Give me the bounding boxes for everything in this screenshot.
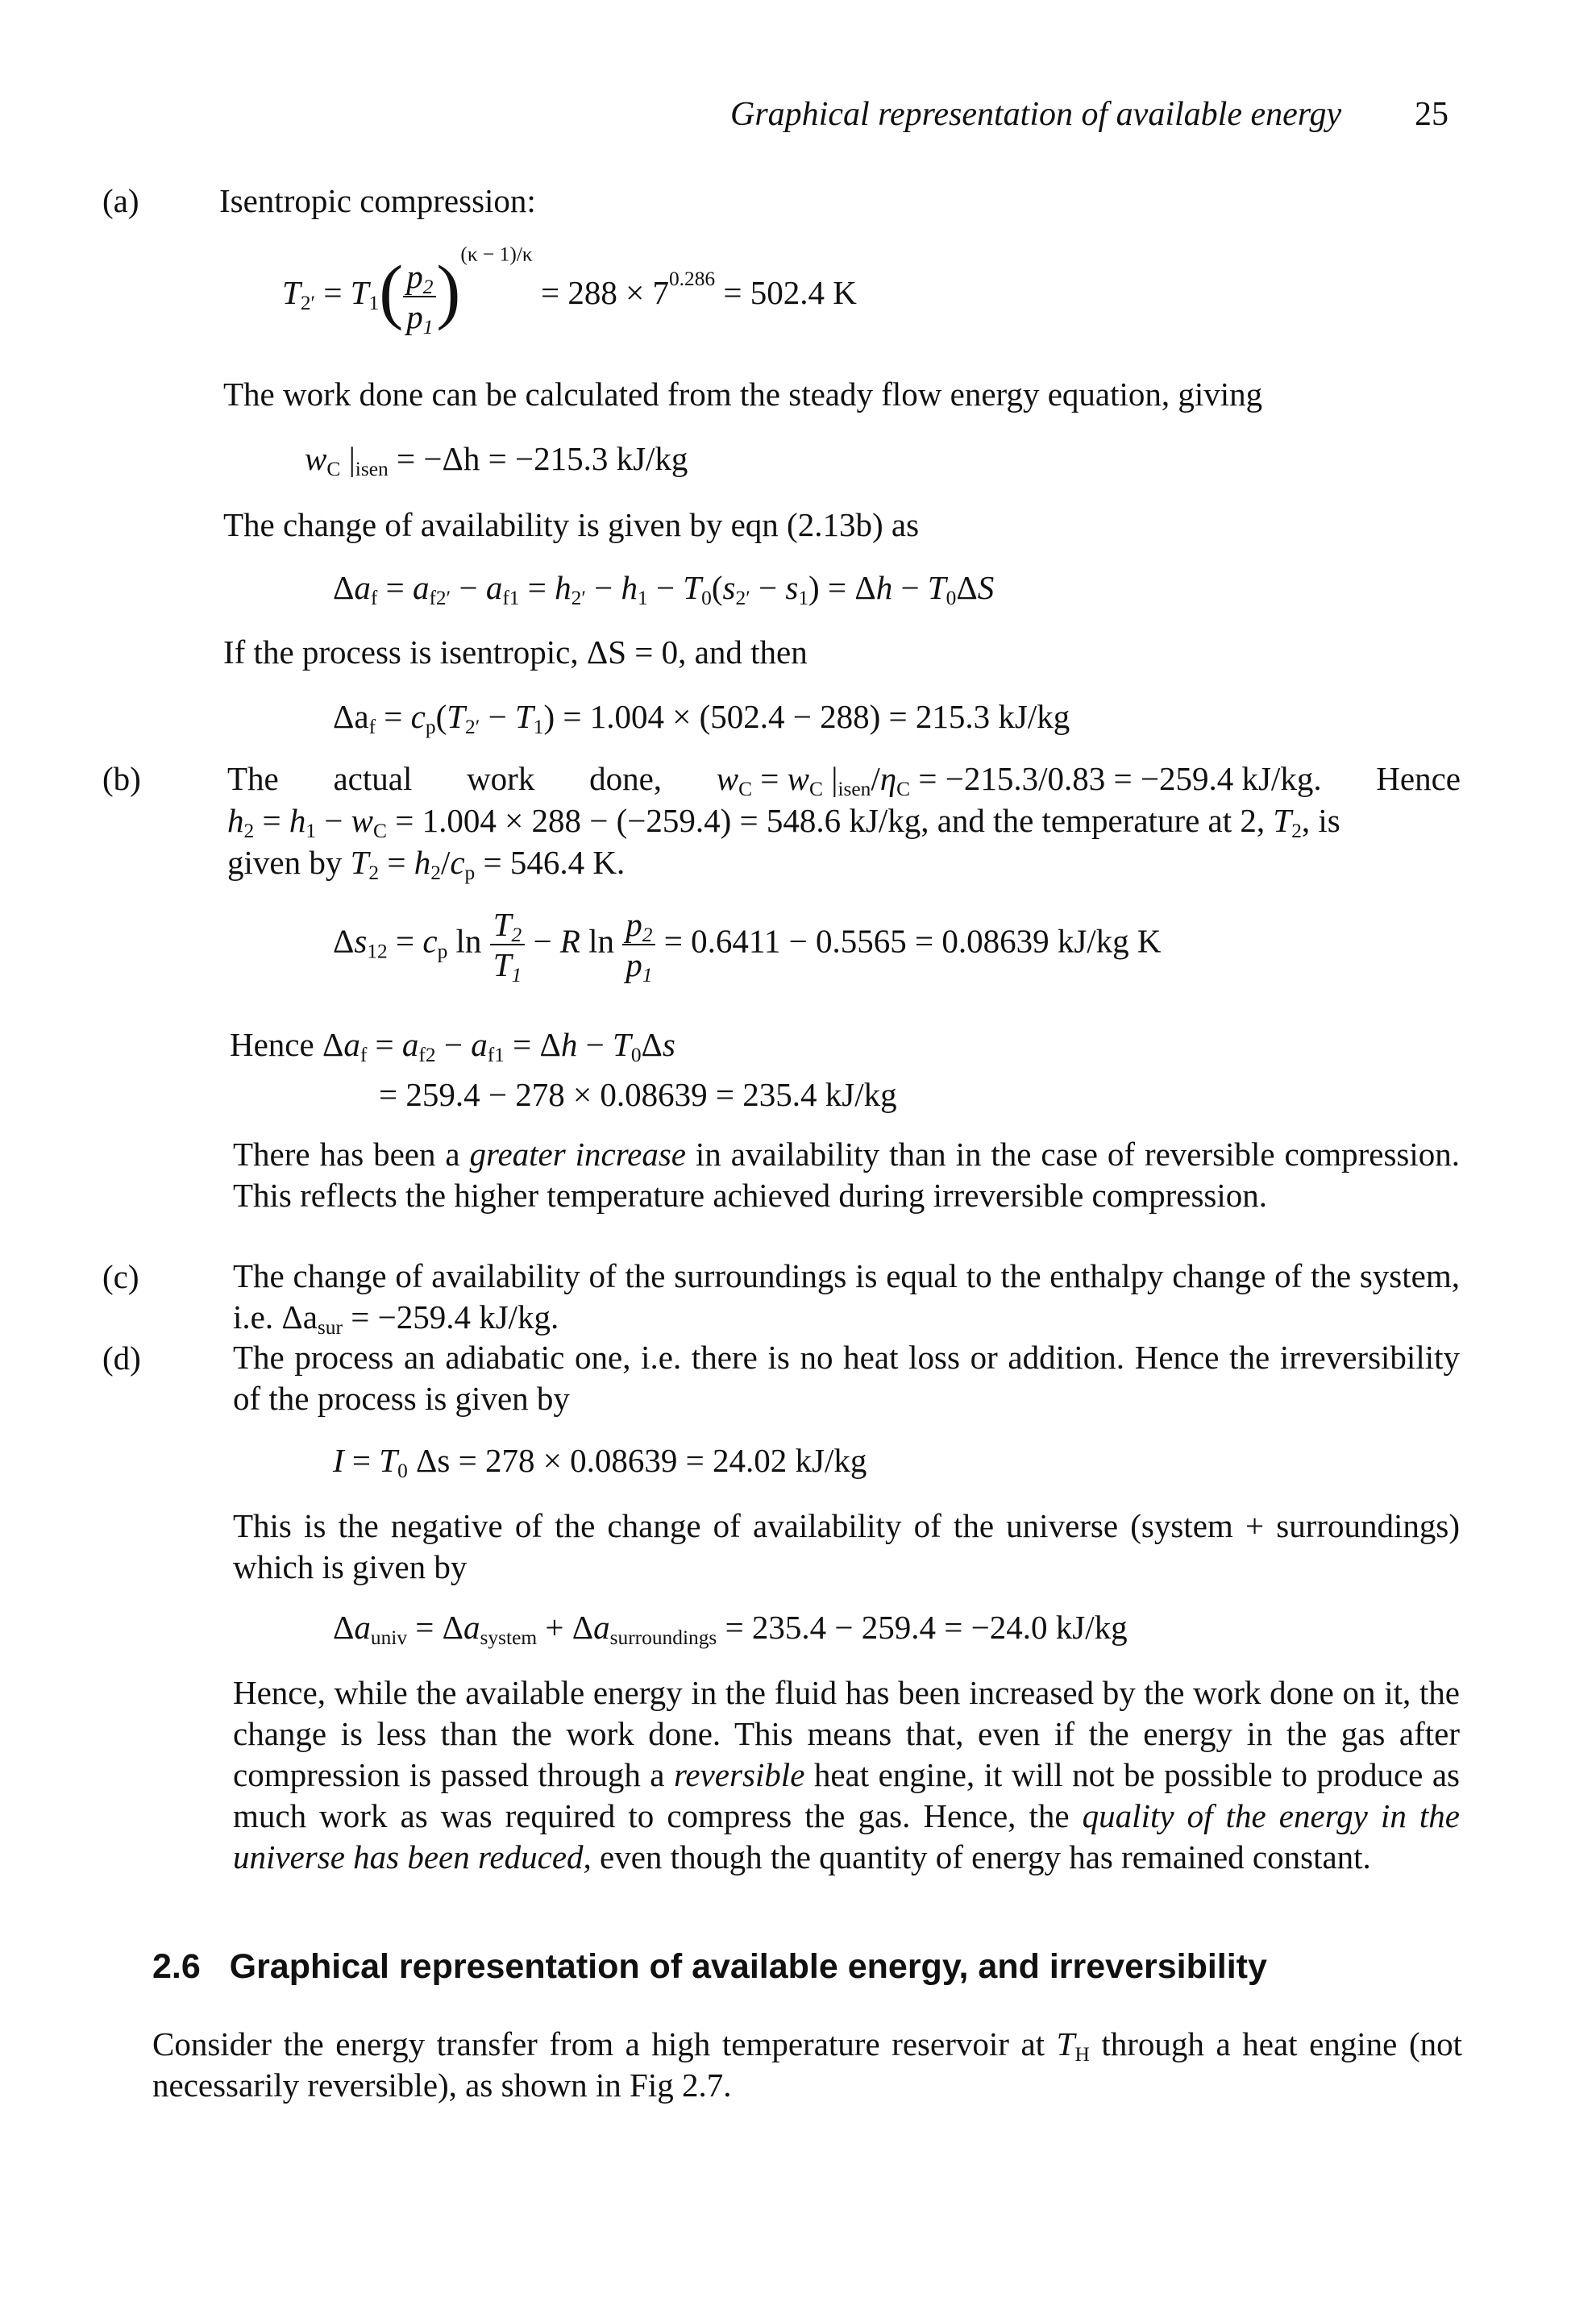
item-a-title: Isentropic compression: [219, 182, 536, 219]
equation-d1: $I = T_0$ Δs = 278 × 0.08639 = 24.02 kJ/kg [333, 1442, 867, 1483]
item-d-text: The process an adiabatic one, i.e. there is no heat loss or addition. Hence the irreversibility of the process is given by [233, 1339, 1460, 1417]
running-header: Graphical representation of available energy [730, 96, 1342, 133]
item-c-text: The change of availability of the surroundings is equal to the enthalpy change of the system, i.e. $\Delta a_{sur} = -259.4$ kJ/kg. [233, 1257, 1460, 1340]
item-a-text1: The work done can be calculated from the steady flow energy equation, giving [223, 376, 1263, 413]
equation-a2: $w_C$ $|_{isen} = -\Delta h = -215.3$ kJ/kg [305, 440, 688, 481]
item-b-line3: given by $T_2 = h_2/c_p = 546.4$ K. [227, 844, 626, 885]
item-a-text2: The change of availability is given by eqn (2.13b) as [223, 506, 920, 543]
item-b-marker: (b) [102, 760, 141, 797]
section-number: 2.6 [152, 1947, 201, 1986]
item-d-marker: (d) [102, 1340, 141, 1377]
item-b-paragraph: There has been a greater increase in availability than in the case of reversible compression. This reflects the higher temperature achieved during irreversible compression. [233, 1136, 1460, 1214]
item-b-line2: $h_2 = h_1 - w_C = 1.004 \times 288 - (-259.4) = 548.6$ kJ/kg, and the temperature at 2, $T_2$, is [227, 802, 1340, 843]
section-heading [152, 1947, 1267, 1987]
item-a-text3: If the process is isentropic, ΔS = 0, and then [223, 633, 808, 671]
section-body: Consider the energy transfer from a high temperature reservoir at $T_H$ through a heat engine (not necessarily reversible), as shown in Fig 2.7. [152, 2025, 1462, 2104]
item-d-text2: This is the negative of the change of availability of the universe (system + surroundings) which is given by [233, 1507, 1460, 1585]
equation-a1: $T_{2'} = T_1$( $\frac{p_2}{p_1}$ )$^{(\kappa - 1)/\kappa} = 288 \times 7^{0.286} = 502.4$ K [282, 243, 857, 339]
equation-b1: $\Delta s_{12} = c_p$ ln $\frac{T_2}{T_1}$ − R ln $\frac{p_2}{p_1}$ = 0.6411 − 0.5565 = 0.08639 kJ/kg K [333, 906, 1162, 987]
item-c-marker: (c) [102, 1258, 139, 1295]
page-number: 25 [1415, 96, 1448, 133]
equation-a4: $\Delta a_f = c_p(T_{2'} - T_1) = 1.004 \times (502.4 - 288) = 215.3$ kJ/kg [333, 698, 1070, 739]
equation-a3: $\Delta a_f = a_{f2'} - a_{f1} = h_{2'} - h_1 - T_0(s_{2'} - s_1) = \Delta h - T_0\Delta S$ [333, 569, 995, 610]
item-b-line1: The actual work done, $w_C = w_C$ $|_{isen}/\eta_C = -215.3/0.83 = -259.4$ kJ/kg. Hence [227, 760, 1461, 801]
item-a-marker: (a) [102, 182, 139, 219]
item-d-paragraph: Hence, while the available energy in the fluid has been increased by the work done on it, the change is less than the work done. This means that, even if the energy in the gas after compression is passed through a reversible heat engine, it will not be possible to produce as much work as was required to compress the gas. Hence, the quality of the energy in the universe has been reduced, even though the quantity of energy has remained constant. [233, 1674, 1460, 1875]
equation-b2: Hence $\Delta a_f = a_{f2} - a_{f1} = \Delta h - T_0\Delta s$ [230, 1026, 675, 1067]
equation-b3: = 259.4 − 278 × 0.08639 = 235.4 kJ/kg [379, 1076, 897, 1113]
section-title: Graphical representation of available energy, and irreversibility [229, 1947, 1267, 1986]
equation-d2: $\Delta a_{univ} = \Delta a_{system} + \Delta a_{surroundings} = 235.4 - 259.4 = -24.0$ kJ/kg [333, 1609, 1128, 1650]
